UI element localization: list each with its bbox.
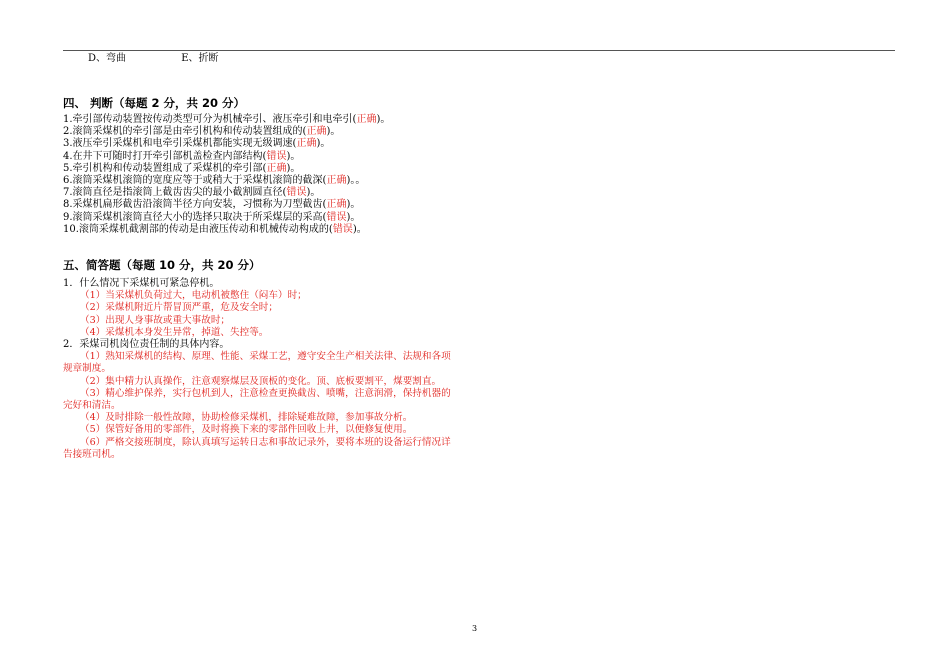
option-e: E、折断	[181, 53, 219, 64]
option-d: D、弯曲	[88, 53, 127, 64]
true-false-list	[63, 114, 390, 236]
answer-paragraph: （4）及时排除一般性故障，协助检修采煤机，排除疑难故障，参加事故分析。	[80, 412, 413, 424]
answer-text: 错误	[332, 223, 353, 235]
list-item: 9.滚筒采煤机滚筒直径大小的选择只取决于所采煤层的采高(错误)。	[63, 211, 361, 223]
list-item: 1.牵引部传动装置按传动类型可分为机械牵引、液压牵引和电牵引(正确)。	[63, 114, 391, 125]
answer-text: 正确	[326, 199, 347, 211]
question-2: 2．采煤司机岗位责任制的具体内容。	[63, 339, 230, 351]
answer-text: 正确	[266, 162, 287, 174]
answer-paragraph: （2）集中精力认真操作，注意观察煤层及顶板的变化。顶、底板要割平，煤要割直。	[80, 375, 442, 387]
section4-heading: 四、 判断（每题 2 分，共 20 分）	[63, 96, 246, 110]
answer-paragraph: （1）熟知采煤机的结构、原理、性能、采煤工艺，遵守安全生产相关法律、法规和各项规章制度。	[63, 351, 451, 375]
answer-text: 错误	[266, 150, 287, 162]
question-1: 1．什么情况下采煤机可紧急停机。	[63, 278, 220, 289]
answer-paragraph: （6）严格交接班制度，除认真填写运转日志和事故记录外，要将本班的设备运行情况详告接班司机。	[63, 436, 451, 460]
list-item: 2.滚筒采煤机的牵引部是由牵引机构和传动装置组成的(正确)。	[63, 126, 341, 138]
list-item: 4.在井下可随时打开牵引部机盖检查内部结构(错误)。	[63, 150, 301, 162]
list-item: 3.液压牵引采煤机和电牵引采煤机都能实现无级调速(正确)。	[63, 138, 331, 150]
list-item: 8.采煤机扁形截齿沿滚筒半径方向安装，习惯称为刀型截齿(正确)。	[63, 199, 361, 211]
answer-line: （1）当采煤机负荷过大，电动机被憋住（闷车）时；	[80, 290, 307, 302]
answer-text: 正确	[296, 138, 317, 150]
list-item: 7.滚筒直径是指滚筒上截齿齿尖的最小截割圆直径(错误)。	[63, 187, 321, 199]
page-number: 3	[472, 624, 478, 633]
answer-text: 正确	[326, 175, 347, 187]
answer-text: 正确	[356, 114, 377, 125]
answer-line: （3）出现人身事故或重大事故时；	[80, 314, 231, 326]
section5-heading: 五、简答题（每题 10 分，共 20 分）	[63, 258, 261, 272]
list-item: 5.牵引机构和传动装置组成了采煤机的牵引部(正确)。	[63, 162, 301, 174]
answer-paragraph: （5）保管好备用的零部件，及时将换下来的零部件回收上井，以便修复使用。	[80, 424, 413, 436]
answer-text: 错误	[286, 187, 307, 199]
options-row	[88, 53, 219, 65]
answer-text: 错误	[326, 211, 347, 223]
header-rule	[63, 50, 895, 51]
answer-line: （2）采煤机附近片帮冒顶严重，危及安全时；	[80, 302, 278, 314]
short-answer-block	[63, 278, 463, 461]
list-item: 10.滚筒采煤机截割部的传动是由液压传动和机械传动构成的(错误)。	[63, 223, 367, 235]
answer-text: 正确	[306, 126, 327, 138]
answer-line: （4）采煤机本身发生异常，掉道、失控等。	[80, 326, 269, 338]
answer-paragraph: （3）精心维护保养，实行包机到人，注意检查更换截齿、喷嘴，注意润滑，保持机器的完好和清洁。	[63, 387, 451, 412]
list-item: 6.滚筒采煤机滚筒的宽度应等于或稍大于采煤机滚筒的截深(正确)。。	[63, 175, 366, 187]
